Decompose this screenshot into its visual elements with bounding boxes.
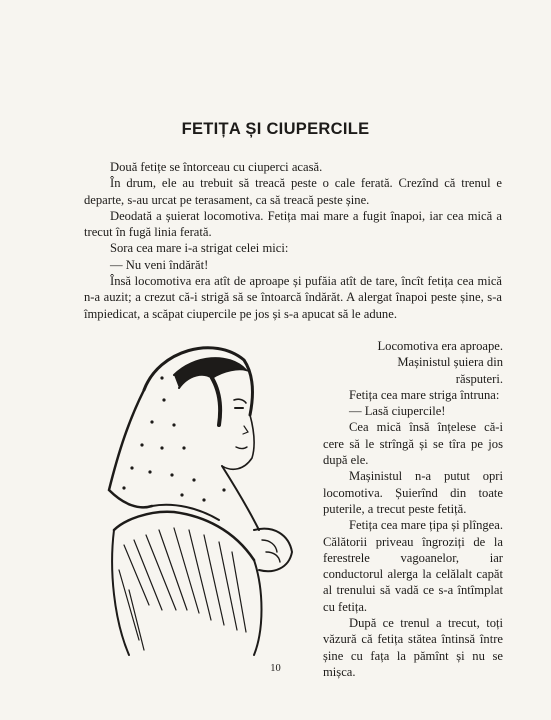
paragraph: Sora cea mare i-a strigat celei mici: (110, 241, 289, 256)
paragraph: Însă locomotiva era atît de aproape și pufăia atît de tare, încît fetița cea mică n-a auzit; a crezut că-i strigă să se întoarcă îndărăt. A alergat înapoi peste șine, s-a împiedicat, a scăpat ciupercile pe jos și s-a apucat să le adune. (84, 274, 502, 321)
girl-illustration (104, 330, 318, 660)
paragraph: Mașinistul n-a putut opri locomotiva. Șuierînd din toate puterile, a trecut peste fetiță. (323, 469, 503, 516)
paragraph: Locomotiva era aproape. (377, 339, 503, 353)
paragraph: — Nu veni îndărăt! (110, 257, 209, 272)
paragraph: — Lasă ciupercile! (349, 404, 446, 419)
paragraph: Fetița cea mare țipa și plîngea. Călătorii priveau îngroziți de la ferestrele vagoanelor, iar conductorul alerga la celălalt capăt al trenului să vadă ce s-a întîmplat cu fetița. (323, 518, 503, 614)
paragraph: Mașinistul șuiera din răsputeri. (397, 355, 503, 386)
paragraph: Două fetițe se întorceau cu ciuperci acasă. (110, 160, 323, 174)
paragraph: Fetița cea mare striga întruna: (349, 387, 500, 402)
paragraph: Cea mică însă înțelese că-i cere să le strîngă și se tîra pe jos după ele. (323, 420, 503, 468)
paragraph: După ce trenul a trecut, toți văzură că fetița stătea întinsă între șine cu fața la pămînt și nu se mișca. (323, 616, 503, 679)
paragraph: În drum, ele au trebuit să treacă peste o cale ferată. Crezînd că trenul e departe, s-au urcat pe terasament, ca să treacă peste șine. (84, 176, 502, 207)
page-number: 10 (270, 663, 281, 674)
story-text-column (323, 338, 503, 680)
story-text-full-width (84, 159, 502, 322)
page-title: FETIȚA ȘI CIUPERCILE (181, 120, 370, 138)
paragraph: Deodată a șuierat locomotiva. Fetița mai mare a fugit înapoi, iar cea mică a trecut în fugă linia ferată. (84, 208, 502, 240)
